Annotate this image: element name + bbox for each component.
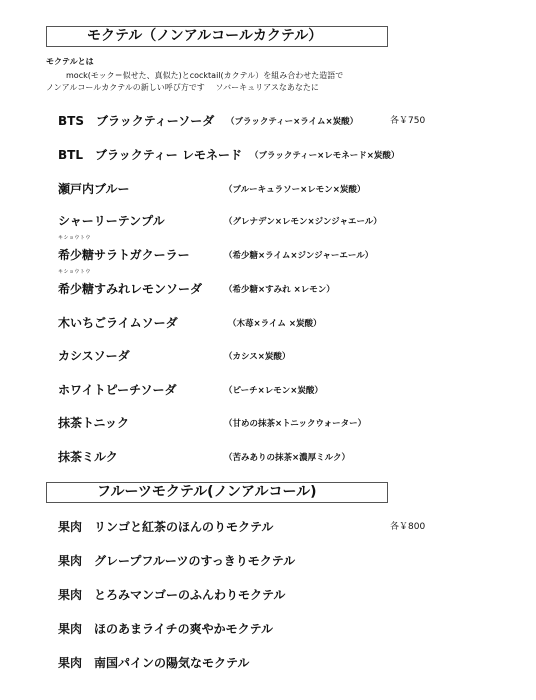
item-name: リンゴと紅茶のほんのりモクテル xyxy=(94,520,274,534)
item-description: （苦みありの抹茶×濃厚ミルク） xyxy=(224,453,350,463)
item-name: シャーリーテンプル xyxy=(58,214,165,228)
item-price: 各￥800 xyxy=(390,522,426,532)
section-header-fruit-mocktail xyxy=(46,482,388,503)
item-description: （甘めの抹茶×トニックウォーター） xyxy=(224,419,367,429)
item-name: ブラックティー レモネード xyxy=(94,148,242,162)
item-code: BTL xyxy=(58,148,83,162)
item-name: 希少糖すみれレモンソーダ xyxy=(58,282,203,296)
item-name: カシスソーダ xyxy=(58,349,130,363)
menu-item xyxy=(58,112,516,132)
item-name: とろみマンゴーのふんわりモクテル xyxy=(94,588,286,602)
menu-item xyxy=(58,146,516,166)
menu-item xyxy=(58,212,516,232)
menu-item xyxy=(58,448,516,468)
menu-item xyxy=(58,552,516,572)
item-description: （ブルーキュラソー×レモン×炭酸） xyxy=(224,185,366,195)
item-price: 各￥750 xyxy=(390,116,426,126)
item-code: 果肉 xyxy=(58,656,83,670)
intro-title: モクテルとは xyxy=(46,57,94,66)
menu-item xyxy=(58,314,516,334)
item-name: 木いちごライムソーダ xyxy=(58,316,178,330)
section-title: モクテル（ノンアルコールカクテル） xyxy=(87,28,323,44)
menu-item xyxy=(58,414,516,434)
item-code: 果肉 xyxy=(58,554,83,568)
item-description: （木苺×ライム ×炭酸） xyxy=(228,319,322,329)
menu-item xyxy=(58,347,516,367)
item-ruby: キショウトウ xyxy=(58,269,91,275)
item-name: ほのあまライチの爽やかモクテル xyxy=(94,622,274,636)
section-header-mocktail xyxy=(46,26,388,47)
item-code: 果肉 xyxy=(58,588,83,602)
item-description: （カシス×炭酸） xyxy=(224,352,291,362)
item-description: （ピーチ×レモン×炭酸） xyxy=(224,386,323,396)
item-name: グレープフルーツのすっきりモクテル xyxy=(94,554,296,568)
section-title: フルーツモクテル(ノンアルコール) xyxy=(97,484,317,500)
menu-item xyxy=(58,654,516,674)
item-name: ブラックティーソーダ xyxy=(95,114,215,128)
intro-line: ノンアルコールカクテルの新しい呼び方です ソバーキュリアスなあなたに xyxy=(46,83,319,92)
item-name: ホワイトピーチソーダ xyxy=(58,383,177,397)
item-description: （グレナデン×レモン×ジンジャエール） xyxy=(224,217,382,227)
item-code: BTS xyxy=(58,114,84,128)
menu-item xyxy=(58,586,516,606)
menu-item xyxy=(58,381,516,401)
item-ruby: キショウトウ xyxy=(58,235,91,241)
item-code: 果肉 xyxy=(58,622,83,636)
item-description: （希少糖×ライム×ジンジャーエール） xyxy=(224,251,374,261)
intro-line: mock(モック＝似せた、真似た)とcocktail(カクテル）を組み合わせた造語で xyxy=(66,71,344,80)
item-description: （希少糖×すみれ ×レモン） xyxy=(224,285,335,295)
item-name: 希少糖サラトガクーラー xyxy=(58,248,190,262)
item-name: 南国パインの陽気なモクテル xyxy=(94,656,250,670)
menu-item xyxy=(58,269,516,300)
item-description: （ブラックティー×ライム×炭酸） xyxy=(226,117,359,127)
item-name: 抹茶トニック xyxy=(58,416,130,430)
menu-item xyxy=(58,235,516,266)
item-name: 瀬戸内ブルー xyxy=(58,182,130,196)
menu-item xyxy=(58,518,516,538)
item-name: 抹茶ミルク xyxy=(58,450,118,464)
menu-item xyxy=(58,180,516,200)
item-description: （ブラックティー×レモネード×炭酸） xyxy=(250,151,400,161)
menu-item xyxy=(58,620,516,640)
item-code: 果肉 xyxy=(58,520,83,534)
